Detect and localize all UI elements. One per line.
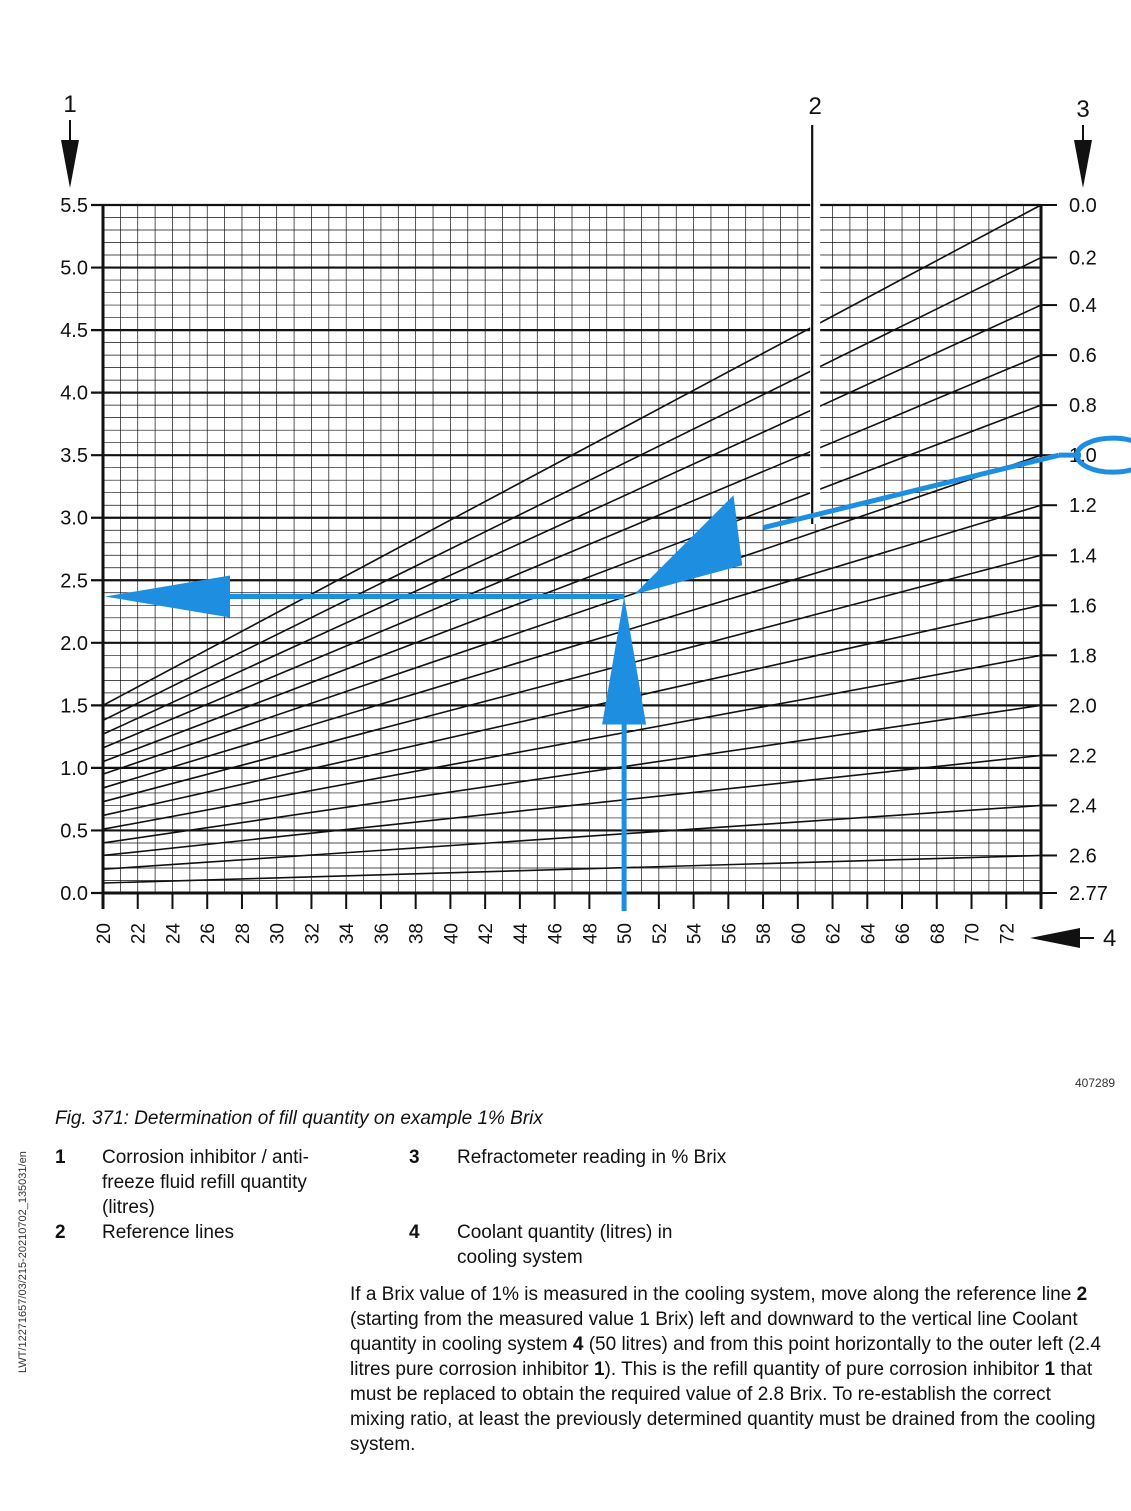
y-tick-label: 1.0 (60, 757, 88, 780)
x-tick-label: 24 (163, 923, 185, 945)
x-tick-label: 52 (649, 923, 671, 945)
x-tick-label: 48 (580, 923, 602, 945)
x-tick-label: 20 (94, 923, 115, 945)
x-tick-label: 64 (858, 923, 880, 945)
right-tick-label: 2.0 (1069, 695, 1097, 718)
explanation-text: that must be replaced to obtain the required value of 2.8 Brix. To re-establish the correct mixing ratio, at least the previously determined quantity must be drained from the cooling system. (350, 1359, 1096, 1455)
y-tick-label: 0.0 (60, 883, 88, 905)
right-tick-label: 1.0 (1069, 445, 1097, 468)
explanation-paragraph (350, 1282, 1110, 1457)
x-tick-label: 44 (510, 923, 532, 945)
x-tick-label: 34 (337, 923, 359, 945)
bold-reference: 4 (572, 1334, 584, 1355)
bold-reference: 1 (593, 1359, 605, 1380)
right-tick-label: 1.2 (1069, 495, 1097, 518)
x-tick-label: 22 (128, 923, 150, 945)
callout-label: 2 (808, 93, 822, 120)
right-tick-label: 0.2 (1069, 247, 1097, 270)
y-tick-label: 4.0 (60, 382, 88, 405)
x-tick-label: 68 (927, 923, 949, 945)
legend-text: Coolant quantity (litres) in cooling system (457, 1222, 673, 1268)
x-tick-label: 66 (893, 923, 915, 945)
right-tick-label: 1.4 (1069, 545, 1097, 568)
x-tick-label: 40 (441, 923, 463, 945)
legend-number: 3 (409, 1147, 420, 1168)
chart-axes (60, 195, 1108, 944)
right-tick-label: 2.4 (1069, 795, 1097, 818)
y-tick-label: 4.5 (60, 320, 88, 343)
right-tick-label: 1.6 (1069, 595, 1097, 618)
callout-label: 1 (63, 91, 77, 118)
bold-reference: 2 (1076, 1284, 1088, 1305)
explanation-text: ). This is the refill quantity of pure corrosion inhibitor (604, 1359, 1045, 1380)
legend-number: 2 (55, 1222, 66, 1243)
right-tick-label: 2.77 (1069, 883, 1108, 905)
x-tick-label: 36 (371, 923, 393, 945)
x-tick-label: 42 (476, 923, 498, 945)
right-tick-label: 2.2 (1069, 745, 1097, 768)
y-tick-label: 3.0 (60, 507, 88, 530)
example-annotation (105, 438, 1131, 911)
x-tick-label: 62 (823, 923, 845, 945)
y-tick-label: 2.0 (60, 632, 88, 655)
x-tick-label: 60 (788, 923, 810, 945)
figure-caption: Fig. 371: Determination of fill quantity on example 1% Brix (55, 1108, 543, 1129)
explanation-text: (starting from the measured value 1 Brix) left and downward to the vertical line Coolant quantity in cooling system (350, 1309, 1078, 1355)
left-arrowhead (105, 576, 230, 618)
x-tick-label: 54 (684, 923, 706, 945)
x-tick-label: 46 (545, 923, 567, 945)
callout-arrowhead (1074, 140, 1092, 188)
x-tick-label: 30 (267, 923, 289, 945)
legend-text: Refractometer reading in % Brix (457, 1147, 727, 1168)
x-tick-label: 58 (754, 923, 776, 945)
callout-label: 4 (1103, 925, 1117, 952)
x-tick-label: 26 (198, 923, 220, 945)
x-tick-label: 32 (302, 923, 324, 945)
callout-label: 3 (1076, 96, 1090, 123)
figure-id: 407289 (1075, 1076, 1116, 1090)
legend-number: 4 (409, 1222, 420, 1243)
x-tick-label: 56 (719, 923, 741, 945)
callout-markers (61, 91, 1116, 952)
x-tick-label: 38 (406, 923, 428, 945)
y-tick-label: 2.5 (60, 570, 88, 593)
reference-line (810, 120, 820, 524)
y-tick-label: 5.0 (60, 257, 88, 280)
y-tick-label: 3.5 (60, 445, 88, 468)
legend-number: 1 (55, 1147, 66, 1168)
callout-arrowhead (61, 140, 79, 188)
right-tick-label: 0.6 (1069, 345, 1097, 368)
document-id: LWT/12271657/03/215-20210702_135031/en (17, 1151, 29, 1373)
y-tick-label: 0.5 (60, 820, 88, 843)
right-tick-label: 0.8 (1069, 395, 1097, 418)
y-tick-label: 1.5 (60, 695, 88, 718)
legend-text: Corrosion inhibitor / anti-freeze fluid refill quantity (litres) (102, 1147, 309, 1218)
y-tick-label: 5.5 (60, 195, 88, 217)
x-tick-label: 50 (615, 923, 637, 945)
x-tick-label: 70 (962, 923, 984, 945)
right-tick-label: 2.6 (1069, 845, 1097, 868)
explanation-text: (50 litres) and from this point horizontally to the outer left (2.4 litres pure corrosion inhibitor (350, 1334, 1101, 1380)
right-tick-label: 1.8 (1069, 645, 1097, 668)
x-tick-label: 72 (997, 923, 1019, 945)
bold-reference: 1 (1044, 1359, 1056, 1380)
legend-text: Reference lines (102, 1222, 235, 1243)
right-tick-label: 0.4 (1069, 295, 1097, 318)
explanation-text: If a Brix value of 1% is measured in the cooling system, move along the reference line (350, 1284, 1077, 1305)
x-tick-label: 28 (232, 923, 254, 945)
right-tick-label: 0.0 (1069, 195, 1097, 217)
